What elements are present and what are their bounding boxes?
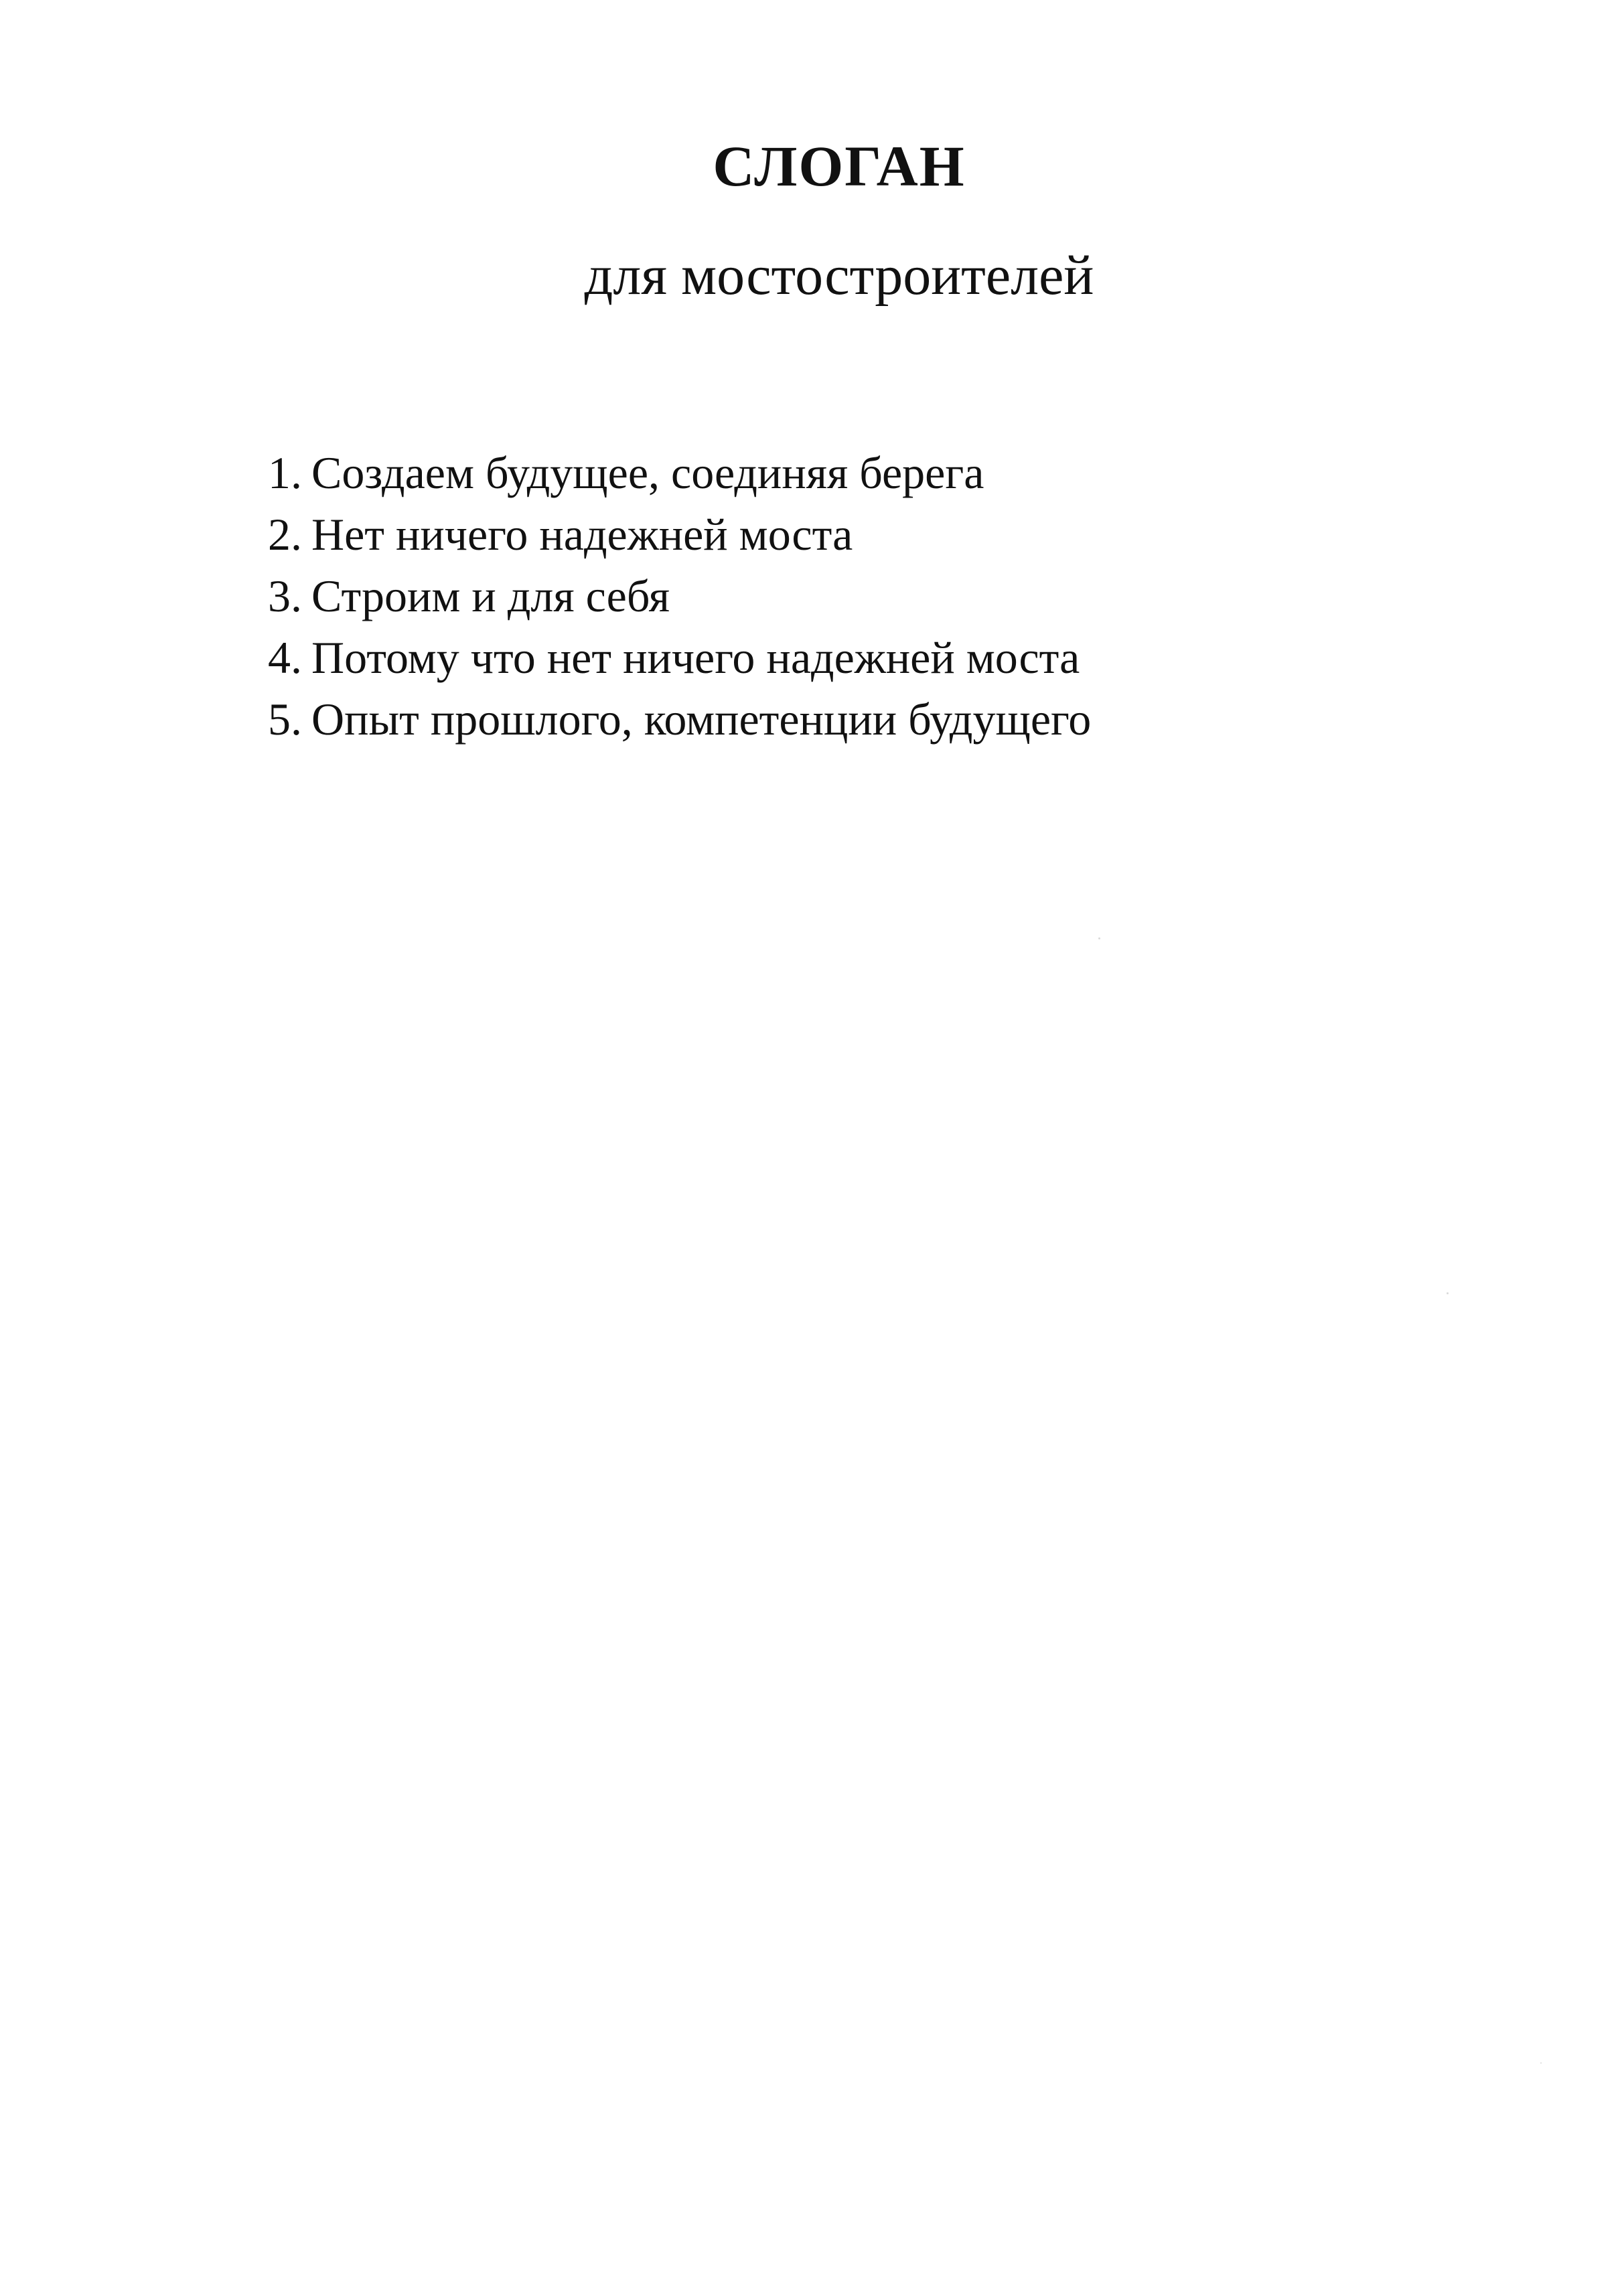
- list-item: [268, 442, 1091, 504]
- list-item-text: Потому что нет ничего надежней моста: [311, 632, 1080, 683]
- list-item: [268, 627, 1091, 688]
- list-item: [268, 688, 1091, 750]
- document-subtitle: для мостостроителей: [584, 244, 1094, 307]
- list-item-text: Строим и для себя: [311, 570, 670, 621]
- list-item-text: Опыт прошлого, компетенции будущего: [311, 694, 1092, 745]
- list-item: [268, 565, 1091, 627]
- slogan-list: [268, 442, 1091, 750]
- list-item-text: Нет ничего надежней моста: [311, 509, 853, 560]
- list-item-number: 3.: [268, 570, 302, 621]
- list-item: [268, 504, 1091, 565]
- scan-speck: [1540, 2062, 1542, 2064]
- list-item-number: 5.: [268, 694, 302, 745]
- list-item-number: 1.: [268, 447, 302, 498]
- scan-speck: [1098, 937, 1100, 939]
- list-item-number: 2.: [268, 509, 302, 560]
- list-item-text: Создаем будущее, соединяя берега: [311, 447, 984, 498]
- document-title: СЛОГАН: [713, 134, 966, 198]
- scan-speck: [1447, 1292, 1449, 1294]
- list-item-number: 4.: [268, 632, 302, 683]
